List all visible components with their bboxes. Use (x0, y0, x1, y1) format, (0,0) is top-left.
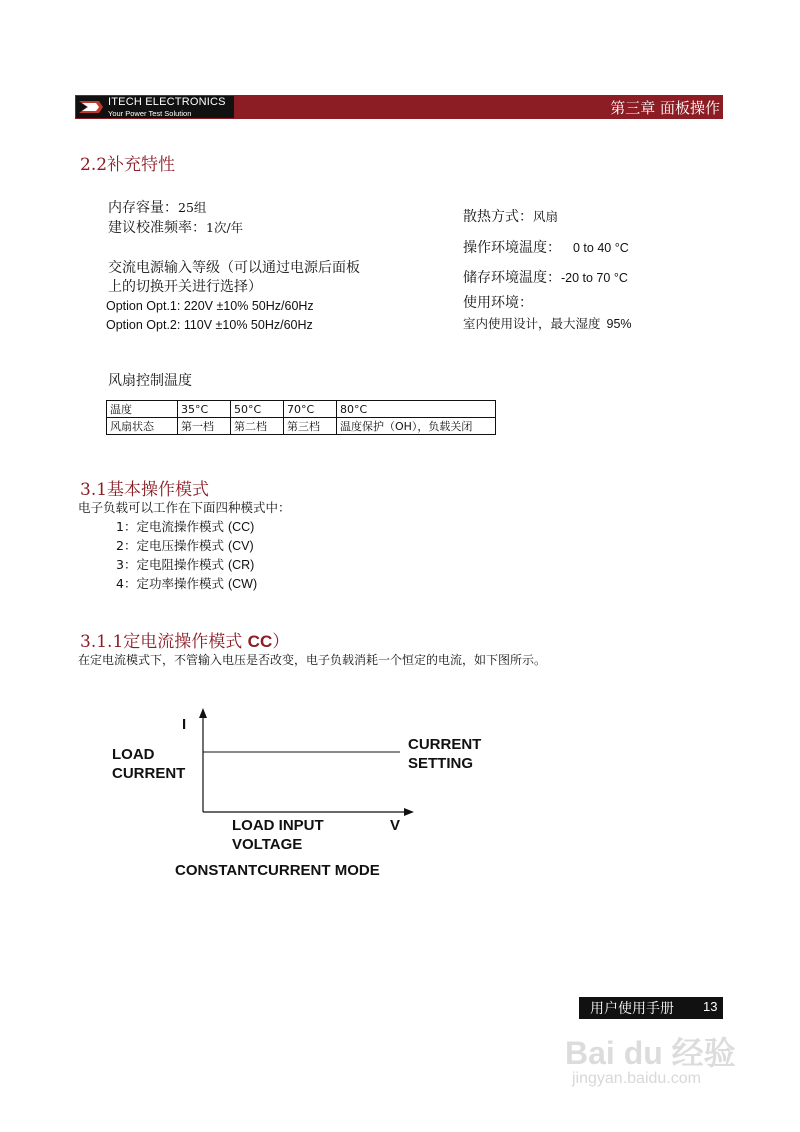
table-cell: 50°C (231, 401, 284, 418)
option-1: Option Opt.1: 220V ±10% 50Hz/60Hz (106, 299, 314, 313)
table-cell: 35°C (178, 401, 231, 418)
mode-text: 定电阻操作模式 (136, 557, 224, 572)
calibration-label: 建议校准频率： (108, 220, 206, 236)
load-input-label-1: LOAD INPUT (232, 817, 324, 834)
cooling-method (463, 206, 558, 226)
section-3-1-1-title (80, 627, 289, 652)
section-3-1-1-title-text: 3.1.1定电流操作模式 (80, 632, 248, 652)
mode-abbr: (CR) (227, 558, 255, 572)
table-cell: 第一档 (178, 418, 231, 435)
section-3-1-1-description: 在定电流模式下，不管输入电压是否改变，电子负载消耗一个恒定的电流，如下图所示。 (78, 653, 547, 667)
mode-abbr: (CC) (227, 520, 255, 534)
section-3-1-1-title-abbr: CC (247, 632, 273, 651)
section-3-1-1-title-suffix: ） (272, 632, 290, 652)
current-setting-label-2: SETTING (408, 755, 474, 772)
table-cell: 温度保护（OH），负载关闭 (337, 418, 496, 435)
table-cell: 温度 (107, 401, 178, 418)
table-cell: 80°C (337, 401, 496, 418)
current-setting-label-1: CURRENT (408, 736, 482, 753)
storage-temperature (463, 267, 628, 287)
calibration-frequency (108, 217, 243, 237)
x-axis-label: V (390, 817, 401, 834)
mode-item (116, 555, 254, 573)
mode-text: 定功率操作模式 (136, 576, 224, 591)
max-humidity: 95% (606, 317, 632, 331)
mode-number: 2： (116, 538, 137, 553)
mode-item (116, 574, 257, 592)
mode-text: 定电流操作模式 (136, 519, 224, 534)
fan-control-table (106, 400, 496, 435)
table-row (107, 418, 496, 435)
load-input-label-2: VOLTAGE (232, 836, 303, 853)
section-3-1-title: 3.1基本操作模式 (80, 480, 210, 500)
manual-title: 用户使用手册 (590, 1001, 674, 1017)
section-2-2-title: 2.2补充特性 (80, 155, 176, 175)
table-cell: 70°C (284, 401, 337, 418)
y-axis-arrow-icon (199, 708, 207, 718)
calibration-value: 1次/年 (206, 220, 244, 235)
environment-label: 使用环境： (463, 295, 533, 311)
diagram-caption: CONSTANTCURRENT MODE (175, 862, 380, 879)
baidu-watermark-url: jingyan.baidu.com (572, 1070, 701, 1087)
x-axis-arrow-icon (404, 808, 414, 816)
mode-number: 4： (116, 576, 137, 591)
storage-temp-label: 储存环境温度： (463, 270, 561, 286)
operating-temp-value: 0 to 40 °C (573, 241, 629, 255)
itech-logo-icon (79, 99, 103, 115)
company-tagline: Your Power Test Solution (108, 109, 192, 118)
chapter-title: 第三章 面板操作 (610, 99, 720, 117)
y-axis-label: I (182, 716, 187, 733)
ac-input-title-line2: 上的切换开关进行选择） (108, 279, 262, 295)
environment-text: 室内使用设计，最大湿度 (463, 316, 601, 331)
operating-temp-label: 操作环境温度： (463, 240, 561, 256)
memory-label: 内存容量： (108, 200, 178, 216)
mode-number: 3： (116, 557, 137, 572)
memory-value: 25组 (178, 200, 207, 215)
load-current-label-2: CURRENT (112, 765, 186, 782)
mode-number: 1： (116, 519, 137, 534)
cooling-label: 散热方式： (463, 209, 533, 225)
storage-temp-value: -20 to 70 °C (561, 271, 628, 285)
option-2: Option Opt.2: 110V ±10% 50Hz/60Hz (106, 318, 313, 332)
mode-abbr: (CW) (227, 577, 258, 591)
table-cell: 第三档 (284, 418, 337, 435)
cooling-value: 风扇 (533, 209, 559, 224)
baidu-watermark-logo: Bai du 经验 (565, 1035, 736, 1071)
operating-temperature (463, 237, 629, 257)
mode-item (116, 517, 254, 535)
memory-capacity (108, 197, 206, 217)
load-current-label-1: LOAD (112, 746, 155, 763)
table-row (107, 401, 496, 418)
fan-control-title: 风扇控制温度 (108, 373, 192, 389)
environment-value (463, 314, 632, 332)
ac-input-title-line1: 交流电源输入等级（可以通过电源后面板 (108, 260, 360, 276)
mode-item (116, 536, 254, 554)
table-cell: 风扇状态 (107, 418, 178, 435)
mode-abbr: (CV) (227, 539, 254, 553)
section-3-1-intro: 电子负载可以工作在下面四种模式中： (78, 500, 291, 515)
mode-text: 定电压操作模式 (136, 538, 224, 553)
page-number: 13 (703, 999, 718, 1014)
company-name: ITECH ELECTRONICS (108, 96, 226, 108)
table-cell: 第二档 (231, 418, 284, 435)
